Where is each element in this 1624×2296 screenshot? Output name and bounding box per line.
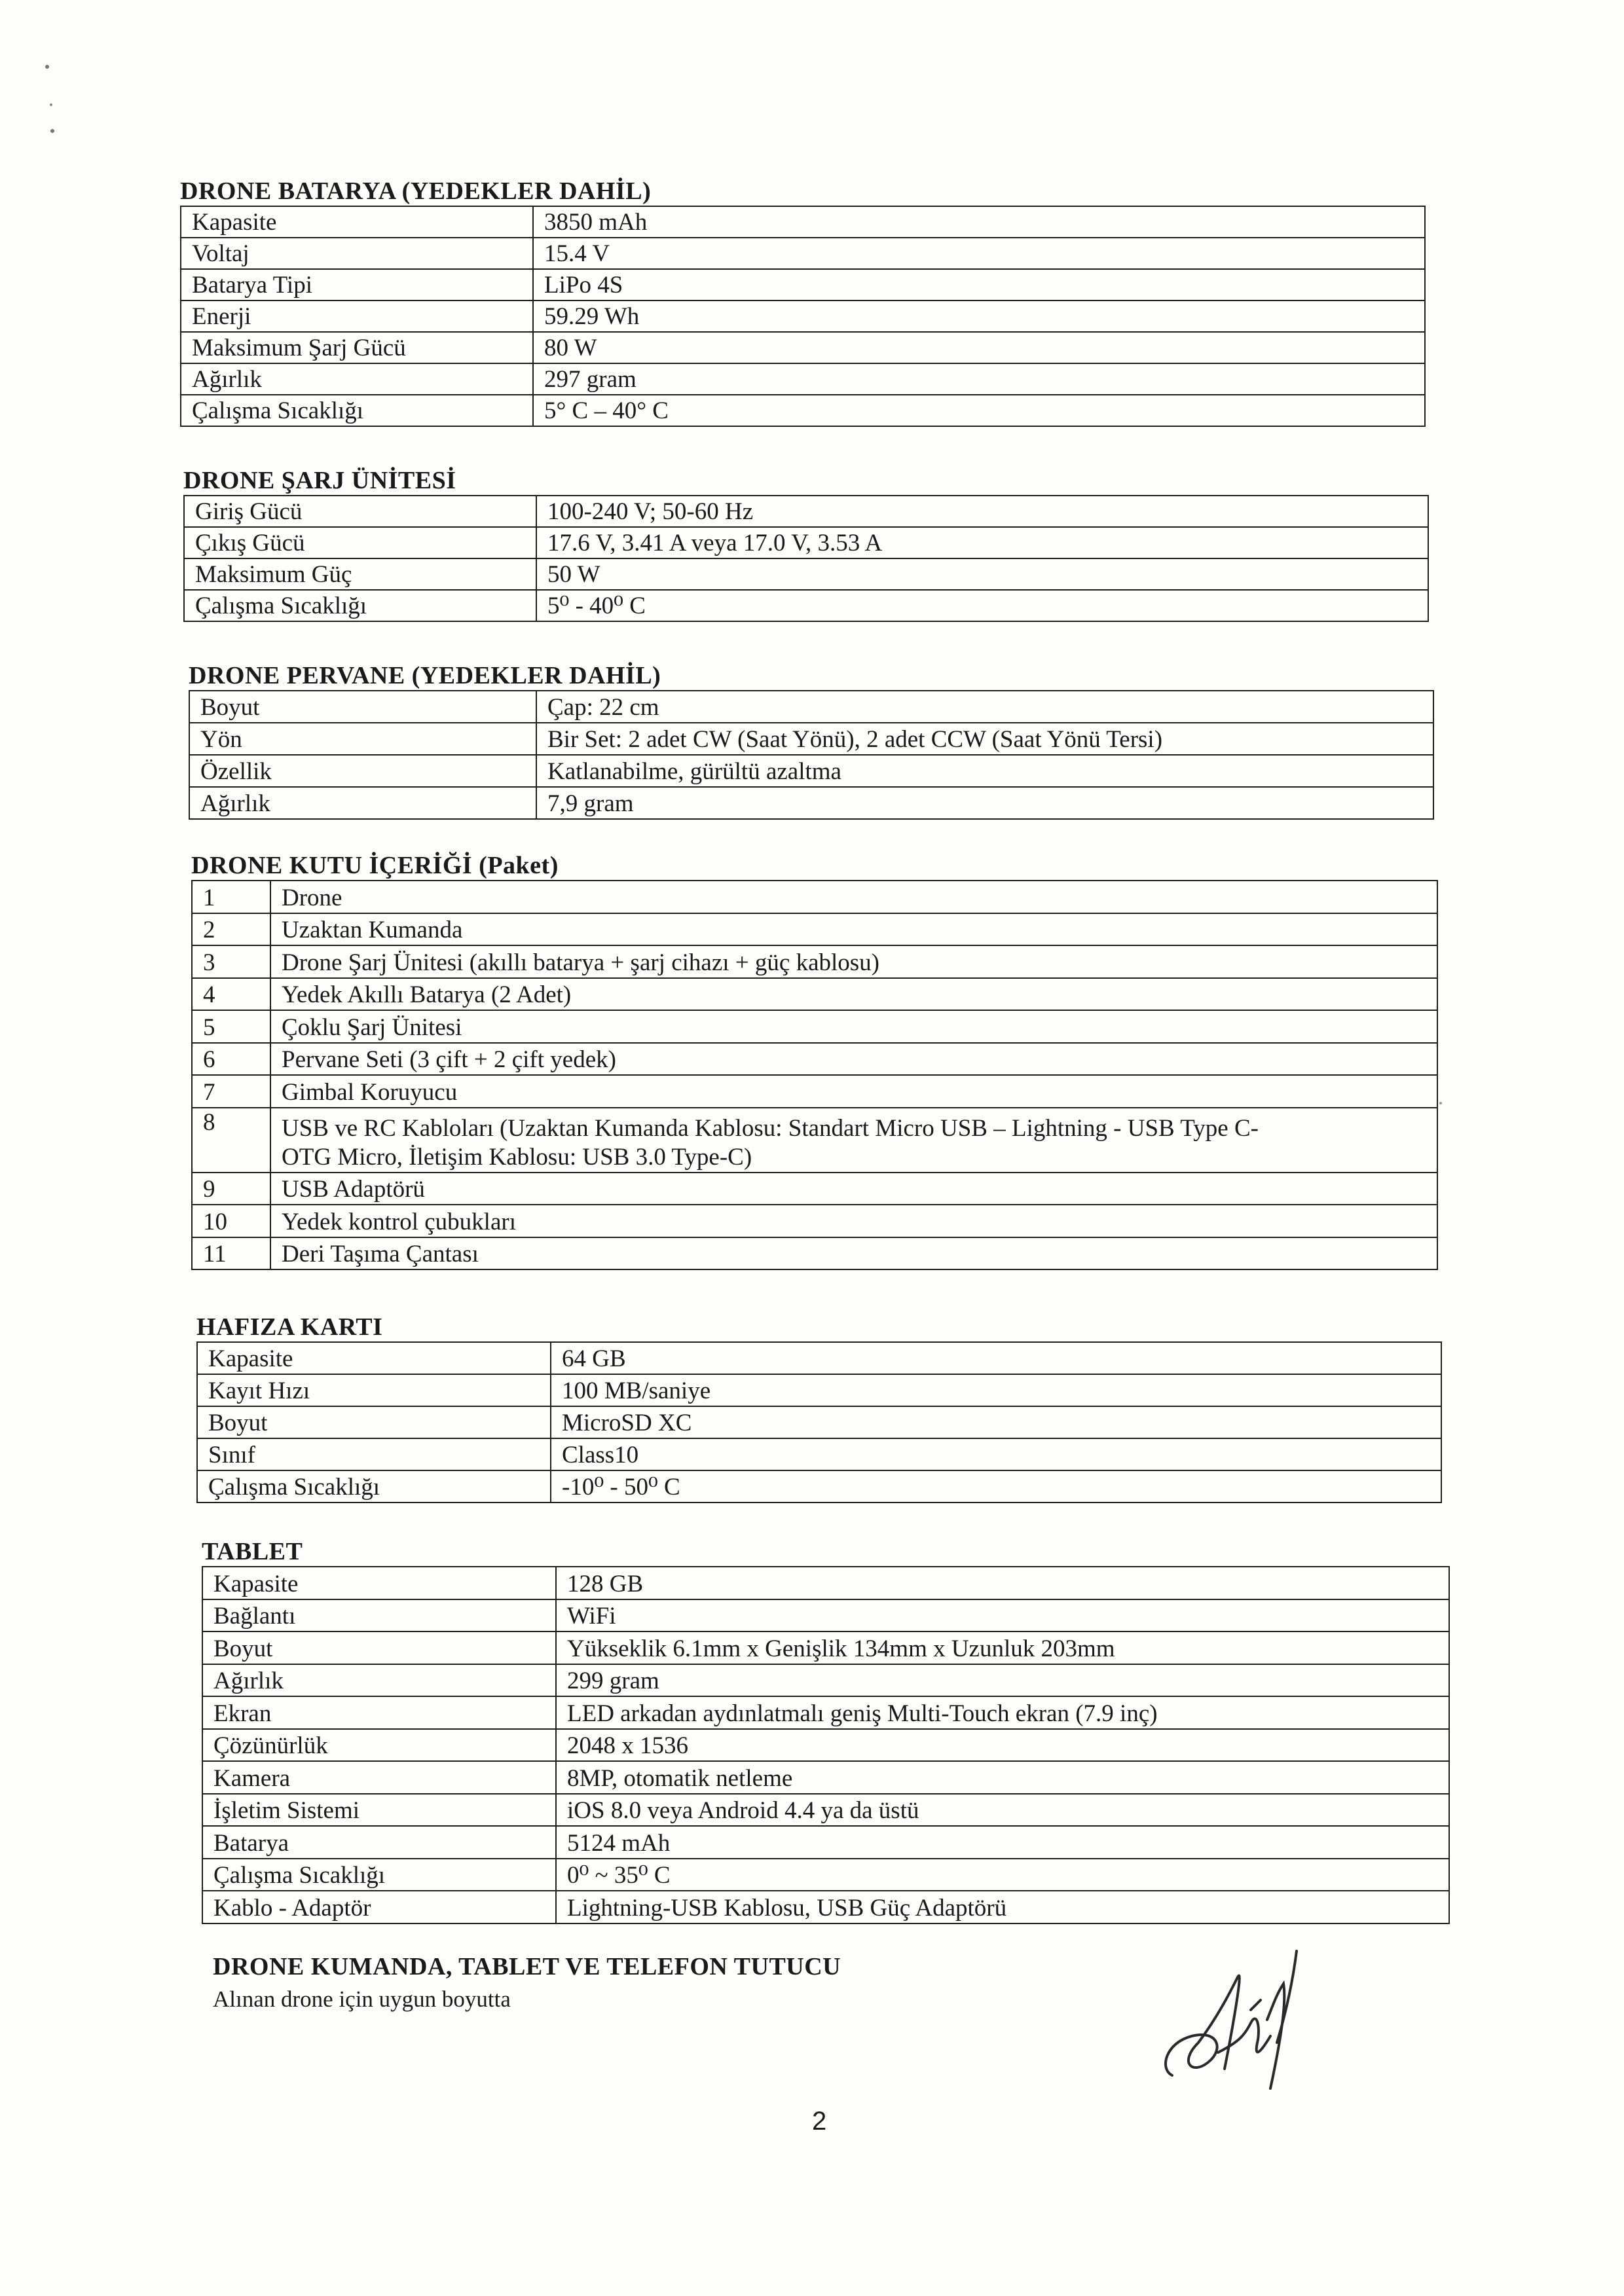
- spec-label-cell: Kablo - Adaptör: [202, 1891, 556, 1923]
- table-row: [184, 496, 1428, 527]
- spec-label-cell: Sınıf: [197, 1438, 551, 1470]
- propeller-section: [189, 661, 1434, 820]
- spec-value-cell: 59.29 Wh: [533, 301, 1425, 332]
- spec-label-cell: 3: [192, 945, 270, 978]
- table-row: [202, 1729, 1449, 1762]
- table-row: [181, 269, 1425, 301]
- spec-value-cell: Bir Set: 2 adet CW (Saat Yönü), 2 adet CCW (Saat Yönü Tersi): [536, 723, 1433, 755]
- spec-value-cell: Yükseklik 6.1mm x Genişlik 134mm x Uzunluk 203mm: [556, 1631, 1449, 1664]
- table-row: [189, 723, 1433, 755]
- spec-label-cell: Çalışma Sıcaklığı: [197, 1470, 551, 1503]
- spec-value-cell: 5° C – 40° C: [533, 395, 1425, 426]
- spec-value-cell: [270, 1108, 1437, 1173]
- box-section: [191, 851, 1438, 1270]
- charger-section-title: DRONE ŞARJ ÜNİTESİ: [183, 467, 456, 494]
- propeller-spec-table: [189, 690, 1434, 820]
- table-row: [192, 945, 1437, 978]
- box-section-title: DRONE KUTU İÇERİĞİ (Paket): [191, 852, 559, 879]
- spec-label-cell: Enerji: [181, 301, 533, 332]
- charger-section: [183, 466, 1429, 622]
- spec-value-cell: Yedek Akıllı Batarya (2 Adet): [270, 978, 1437, 1011]
- spec-label-cell: Ağırlık: [181, 363, 533, 395]
- table-row: [202, 1599, 1449, 1632]
- spec-label-cell: 1: [192, 881, 270, 913]
- table-row: [192, 881, 1437, 913]
- spec-value-cell: 2048 x 1536: [556, 1729, 1449, 1762]
- table-row: [202, 1794, 1449, 1827]
- battery-section-title: DRONE BATARYA (YEDEKLER DAHİL): [180, 177, 652, 205]
- table-row: [202, 1859, 1449, 1891]
- spec-value-cell: 3850 mAh: [533, 206, 1425, 238]
- spec-label-cell: Batarya: [202, 1826, 556, 1859]
- spec-value-cell: Katlanabilme, gürültü azaltma: [536, 755, 1433, 787]
- spec-label-cell: Yön: [189, 723, 536, 755]
- spec-label-cell: 7: [192, 1075, 270, 1108]
- spec-value-cell: 64 GB: [551, 1342, 1441, 1374]
- spec-label-cell: Boyut: [197, 1406, 551, 1438]
- spec-label-cell: Bağlantı: [202, 1599, 556, 1632]
- spec-label-cell: Kapasite: [181, 206, 533, 238]
- table-row: [202, 1664, 1449, 1697]
- spec-value-cell: 80 W: [533, 332, 1425, 363]
- spec-value-cell: 297 gram: [533, 363, 1425, 395]
- table-row: [197, 1374, 1441, 1406]
- box-contents-table: [191, 880, 1438, 1270]
- spec-label-cell: Kapasite: [202, 1567, 556, 1599]
- spec-value-cell: -10⁰ - 50⁰ C: [551, 1470, 1441, 1503]
- spec-value-cell: 5⁰ - 40⁰ C: [536, 590, 1428, 621]
- table-row: [197, 1470, 1441, 1503]
- spec-label-cell: Çalışma Sıcaklığı: [202, 1859, 556, 1891]
- spec-value-cell: 128 GB: [556, 1567, 1449, 1599]
- spec-label-cell: Ağırlık: [189, 787, 536, 819]
- spec-value-cell: Çap: 22 cm: [536, 691, 1433, 723]
- table-row: [181, 332, 1425, 363]
- spec-label-cell: Çözünürlük: [202, 1729, 556, 1762]
- propeller-section-title: DRONE PERVANE (YEDEKLER DAHİL): [189, 662, 661, 689]
- table-row: [202, 1826, 1449, 1859]
- spec-label-cell: Çalışma Sıcaklığı: [184, 590, 536, 621]
- spec-label-cell: 8: [192, 1108, 270, 1173]
- spec-label-cell: Ekran: [202, 1696, 556, 1729]
- spec-label-cell: Giriş Gücü: [184, 496, 536, 527]
- charger-spec-table: [183, 495, 1429, 622]
- spec-value-cell: Çoklu Şarj Ünitesi: [270, 1010, 1437, 1043]
- spec-label-cell: Kayıt Hızı: [197, 1374, 551, 1406]
- spec-label-cell: Kamera: [202, 1761, 556, 1794]
- spec-label-cell: Çalışma Sıcaklığı: [181, 395, 533, 426]
- spec-value-cell: 17.6 V, 3.41 A veya 17.0 V, 3.53 A: [536, 527, 1428, 558]
- spec-label-cell: Batarya Tipi: [181, 269, 533, 301]
- spec-label-cell: Özellik: [189, 755, 536, 787]
- memory-section-title: HAFIZA KARTI: [196, 1313, 383, 1341]
- spec-label-cell: 9: [192, 1173, 270, 1205]
- table-row: [181, 238, 1425, 269]
- spec-value-cell: 100 MB/saniye: [551, 1374, 1441, 1406]
- spec-label-cell: 6: [192, 1043, 270, 1076]
- spec-value-line: OTG Micro, İletişim Kablosu: USB 3.0 Type-C): [282, 1143, 752, 1171]
- table-row: [197, 1438, 1441, 1470]
- spec-value-cell: Drone Şarj Ünitesi (akıllı batarya + şarj cihazı + güç kablosu): [270, 945, 1437, 978]
- spec-value-cell: 0⁰ ~ 35⁰ C: [556, 1859, 1449, 1891]
- spec-value-cell: Pervane Seti (3 çift + 2 çift yedek): [270, 1043, 1437, 1076]
- table-row: [202, 1891, 1449, 1923]
- table-row: [192, 1205, 1437, 1237]
- spec-value-cell: Lightning-USB Kablosu, USB Güç Adaptörü: [556, 1891, 1449, 1923]
- table-row: [189, 755, 1433, 787]
- spec-label-cell: Boyut: [202, 1631, 556, 1664]
- memory-section: [196, 1313, 1442, 1503]
- table-row: [192, 1010, 1437, 1043]
- spec-label-cell: Ağırlık: [202, 1664, 556, 1697]
- spec-value-cell: LiPo 4S: [533, 269, 1425, 301]
- battery-spec-table: [180, 206, 1426, 427]
- spec-value-cell: Uzaktan Kumanda: [270, 913, 1437, 946]
- spec-value-cell: Gimbal Koruyucu: [270, 1075, 1437, 1108]
- table-row: [192, 1173, 1437, 1205]
- table-row: [197, 1342, 1441, 1374]
- table-row: [184, 558, 1428, 590]
- spec-value-cell: 50 W: [536, 558, 1428, 590]
- spec-label-cell: 11: [192, 1237, 270, 1270]
- spec-label-cell: Çıkış Gücü: [184, 527, 536, 558]
- page-number: 2: [812, 2107, 827, 2136]
- table-row: [202, 1567, 1449, 1599]
- spec-label-cell: Maksimum Güç: [184, 558, 536, 590]
- table-row: [192, 913, 1437, 946]
- table-row: [192, 978, 1437, 1011]
- spec-value-cell: Yedek kontrol çubukları: [270, 1205, 1437, 1237]
- tablet-section-title: TABLET: [202, 1538, 303, 1565]
- spec-value-cell: 7,9 gram: [536, 787, 1433, 819]
- table-row: [202, 1761, 1449, 1794]
- spec-label-cell: İşletim Sistemi: [202, 1794, 556, 1827]
- spec-label-cell: 4: [192, 978, 270, 1011]
- table-row: [189, 691, 1433, 723]
- spec-value-cell: 100-240 V; 50-60 Hz: [536, 496, 1428, 527]
- spec-value-cell: Drone: [270, 881, 1437, 913]
- spec-value-line: USB ve RC Kabloları (Uzaktan Kumanda Kablosu: Standart Micro USB – Lightning - USB Type C-: [282, 1114, 1259, 1142]
- spec-value-cell: 299 gram: [556, 1664, 1449, 1697]
- spec-label-cell: Voltaj: [181, 238, 533, 269]
- spec-label-cell: Maksimum Şarj Gücü: [181, 332, 533, 363]
- spec-value-cell: 15.4 V: [533, 238, 1425, 269]
- table-row: [181, 363, 1425, 395]
- table-row: [184, 590, 1428, 621]
- tablet-spec-table: [202, 1566, 1450, 1924]
- holder-section-text: Alınan drone için uygun boyutta: [213, 1986, 511, 2012]
- spec-label-cell: 10: [192, 1205, 270, 1237]
- spec-value-cell: LED arkadan aydınlatmalı geniş Multi-Touch ekran (7.9 inç): [556, 1696, 1449, 1729]
- table-row: [197, 1406, 1441, 1438]
- table-row: [192, 1237, 1437, 1270]
- table-row: [181, 206, 1425, 238]
- table-row: [189, 787, 1433, 819]
- table-row: [192, 1108, 1437, 1173]
- table-row: [192, 1043, 1437, 1076]
- spec-value-cell: MicroSD XC: [551, 1406, 1441, 1438]
- spec-value-cell: WiFi: [556, 1599, 1449, 1632]
- table-row: [192, 1075, 1437, 1108]
- spec-value-cell: Deri Taşıma Çantası: [270, 1237, 1437, 1270]
- handwritten-signature: [1146, 1938, 1342, 2108]
- spec-value-cell: Class10: [551, 1438, 1441, 1470]
- spec-value-cell: USB Adaptörü: [270, 1173, 1437, 1205]
- battery-section: [180, 177, 1426, 427]
- tablet-section: [202, 1537, 1450, 1924]
- table-row: [181, 301, 1425, 332]
- spec-label-cell: Boyut: [189, 691, 536, 723]
- spec-value-cell: iOS 8.0 veya Android 4.4 ya da üstü: [556, 1794, 1449, 1827]
- spec-label-cell: Kapasite: [197, 1342, 551, 1374]
- spec-label-cell: 5: [192, 1010, 270, 1043]
- table-row: [202, 1696, 1449, 1729]
- spec-value-cell: 8MP, otomatik netleme: [556, 1761, 1449, 1794]
- table-row: [202, 1631, 1449, 1664]
- table-row: [184, 527, 1428, 558]
- spec-label-cell: 2: [192, 913, 270, 946]
- memory-spec-table: [196, 1341, 1442, 1503]
- table-row: [181, 395, 1425, 426]
- holder-section-title: DRONE KUMANDA, TABLET VE TELEFON TUTUCU: [213, 1953, 841, 1980]
- spec-value-cell: 5124 mAh: [556, 1826, 1449, 1859]
